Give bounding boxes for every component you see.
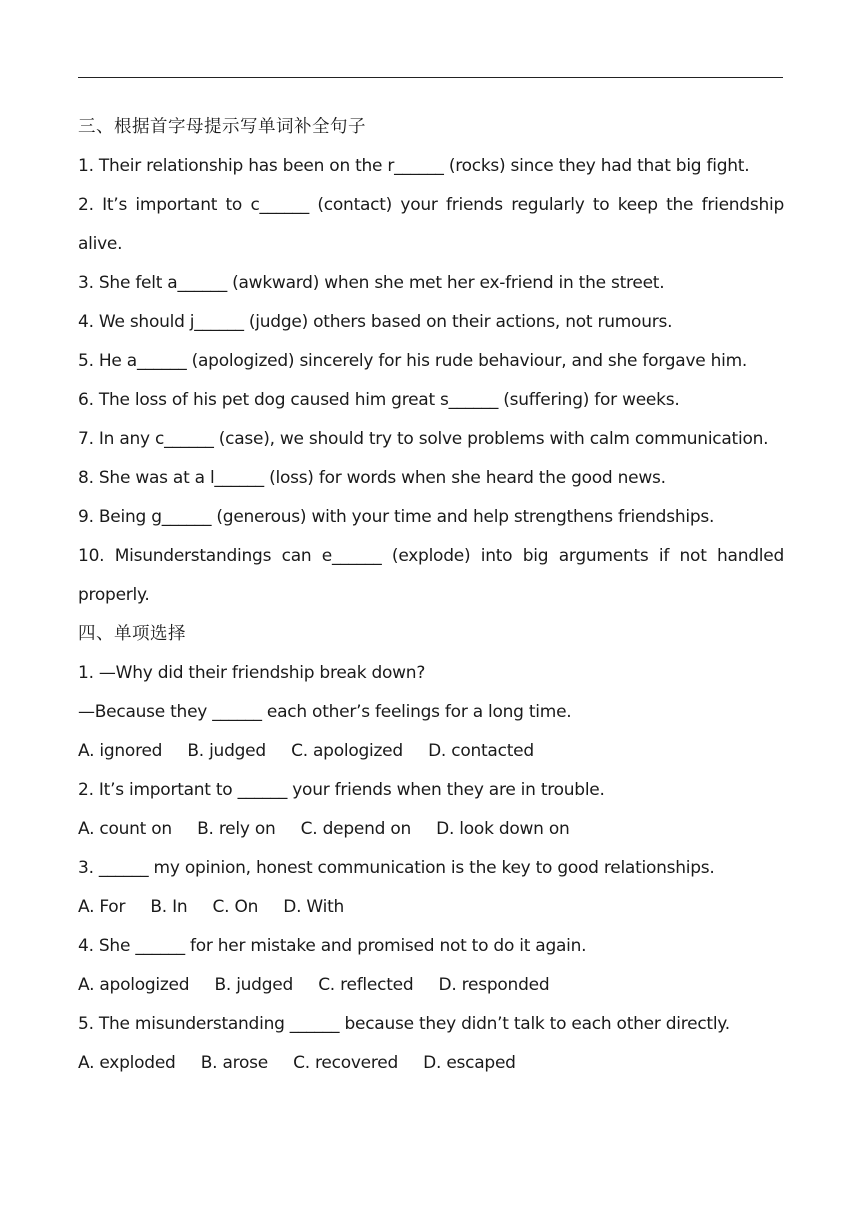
question-1-options <box>78 732 784 771</box>
question-1-stem: 1. —Why did their friendship break down? <box>78 663 426 683</box>
section-heading-3: 三、根据首字母提示写单词补全句子 <box>78 117 366 137</box>
option: C. apologized <box>291 741 403 761</box>
option: C. depend on <box>300 819 411 839</box>
fill-item-7: 7. In any c______ (case), we should try to solve problems with calm communication. <box>78 429 769 449</box>
question-3-options <box>78 888 784 927</box>
fill-item-2: 2. It’s important to c______ (contact) your friends regularly to keep the friendship <box>78 195 784 215</box>
option: B. In <box>150 897 188 917</box>
question-2-options <box>78 810 784 849</box>
option: D. escaped <box>423 1053 516 1073</box>
option: C. reflected <box>318 975 414 995</box>
question-2-stem: 2. It’s important to ______ your friends when they are in trouble. <box>78 780 605 800</box>
header-rule <box>78 77 783 78</box>
question-4-stem: 4. She ______ for her mistake and promised not to do it again. <box>78 936 587 956</box>
fill-item-9: 9. Being g______ (generous) with your time and help strengthens friendships. <box>78 507 715 527</box>
fill-item-10: 10. Misunderstandings can e______ (explode) into big arguments if not handled <box>78 546 785 566</box>
option: D. look down on <box>436 819 570 839</box>
option: A. count on <box>78 819 172 839</box>
option: D. responded <box>438 975 550 995</box>
question-5-stem: 5. The misunderstanding ______ because they didn’t talk to each other directly. <box>78 1014 730 1034</box>
question-3-stem: 3. ______ my opinion, honest communication is the key to good relationships. <box>78 858 715 878</box>
fill-item-1: 1. Their relationship has been on the r______ (rocks) since they had that big fight. <box>78 156 750 176</box>
option: C. recovered <box>293 1053 399 1073</box>
fill-item-8: 8. She was at a l______ (loss) for words when she heard the good news. <box>78 468 666 488</box>
fill-item-2-continuation: alive. <box>78 234 123 254</box>
option: D. contacted <box>428 741 534 761</box>
option: D. With <box>283 897 345 917</box>
option: A. apologized <box>78 975 190 995</box>
fill-item-3: 3. She felt a______ (awkward) when she met her ex-friend in the street. <box>78 273 665 293</box>
fill-item-5: 5. He a______ (apologized) sincerely for his rude behaviour, and she forgave him. <box>78 351 748 371</box>
option: A. For <box>78 897 126 917</box>
option: B. judged <box>187 741 266 761</box>
option: B. arose <box>200 1053 268 1073</box>
fill-item-4: 4. We should j______ (judge) others based on their actions, not rumours. <box>78 312 673 332</box>
option: B. rely on <box>197 819 276 839</box>
option: B. judged <box>214 975 294 995</box>
section-heading-4: 四、单项选择 <box>78 624 186 644</box>
question-4-options <box>78 966 784 1005</box>
option: A. ignored <box>78 741 163 761</box>
fill-item-6: 6. The loss of his pet dog caused him great s______ (suffering) for weeks. <box>78 390 680 410</box>
fill-item-10-continuation: properly. <box>78 585 150 605</box>
option: A. exploded <box>78 1053 176 1073</box>
document-content <box>78 108 784 1083</box>
question-1-response: —Because they ______ each other’s feelings for a long time. <box>78 702 572 722</box>
question-5-options <box>78 1044 784 1083</box>
option: C. On <box>212 897 259 917</box>
